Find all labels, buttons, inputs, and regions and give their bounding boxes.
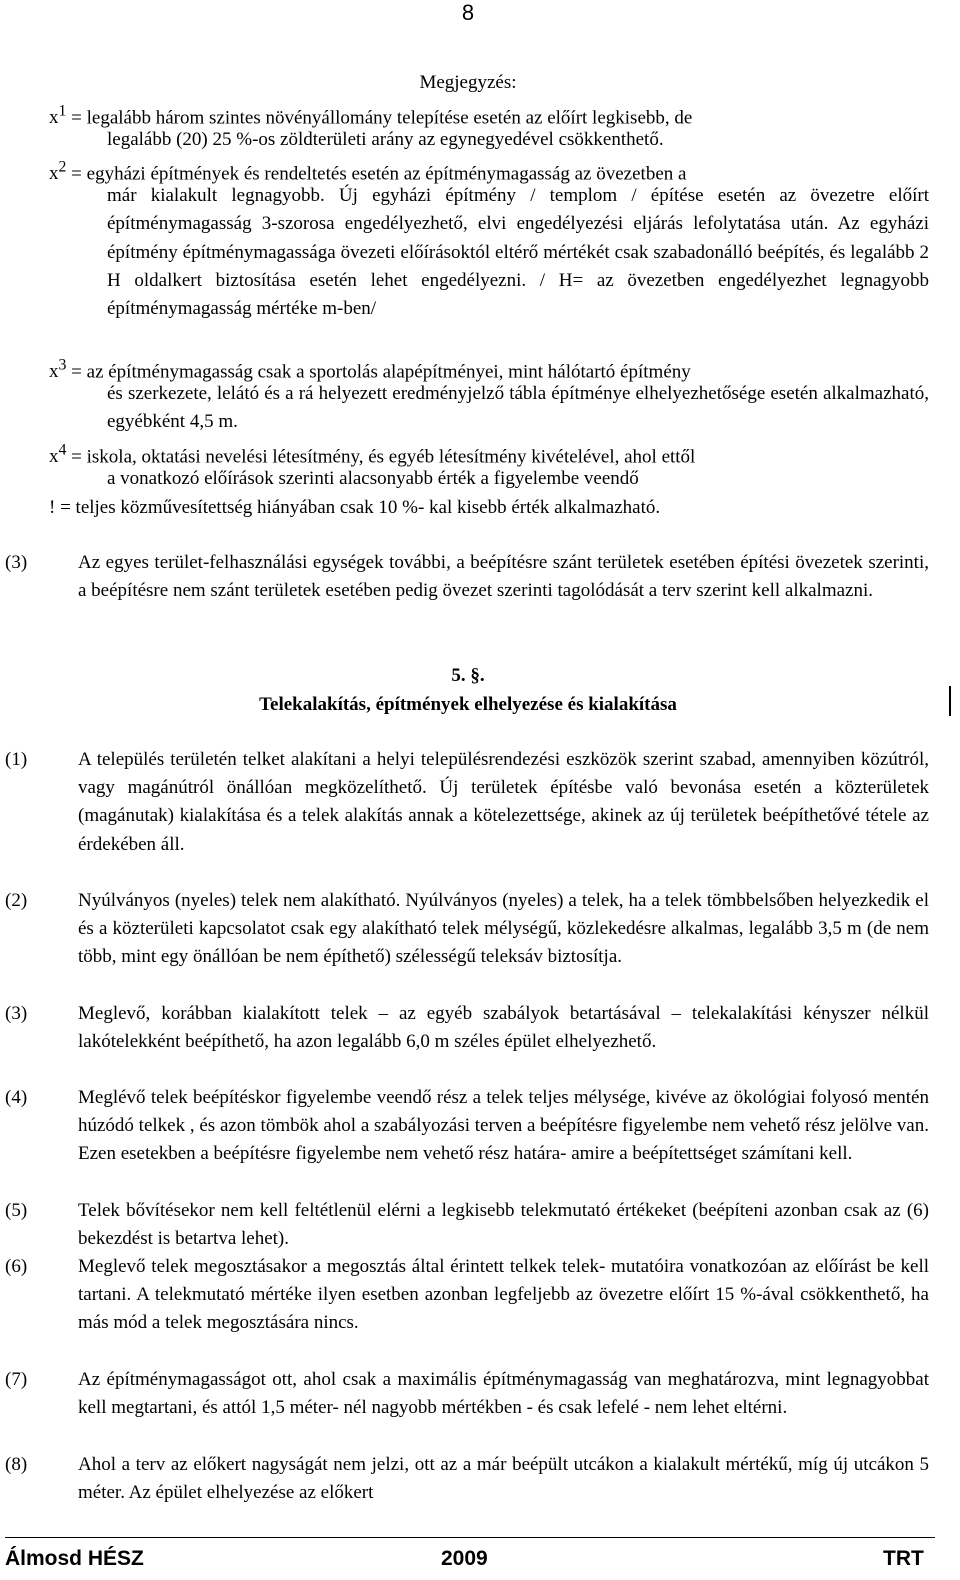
section-number: 5. §. — [451, 665, 485, 686]
paragraph-text: Nyúlványos (nyeles) telek nem alakítható. Nyúlványos (nyeles) a telek, ha a telek tömbbelsőben helyezkedik el és a közterületi kapcsolatot csak egy alakítható telek mélységű, közlekedésre alkalmas, legalább 3,5 m (de nem több, mint egy önállóan be nem építhető) szélességű teleksáv biztosítja. — [78, 890, 929, 968]
page-number: 8 — [461, 0, 475, 25]
note-continuation: legalább (20) 25 %-os zöldterületi arány az egynegyedével csökkenthető. — [107, 129, 664, 150]
note-lead: = iskola, oktatási nevelési létesítmény, és egyéb létesítmény kivételével, ahol ettől — [71, 446, 696, 468]
note-marker: $x^2$ — [49, 159, 67, 185]
paragraph-text: Az építménymagasságot ott, ahol csak a maximális építménymagasság van meghatározva, mint legnagyobbat kell megtartani, és attól 1,5 méter- nél nagyobb mértékben - és csak lefelé - nem lehet eltérni. — [78, 1369, 929, 1419]
note-lead: = egyházi építmények és rendeltetés esetén az építménymagasság az övezetben a — [71, 163, 687, 185]
paragraph-number: (8) — [5, 1454, 28, 1475]
note-continuation: a vonatkozó előírások szerinti alacsonyabb érték a figyelembe veendő — [107, 468, 639, 489]
section-title: Telekalakítás, építmények elhelyezése és kialakítása — [259, 694, 677, 715]
paragraph-number: (6) — [5, 1256, 28, 1277]
note-lead: = az építménymagasság csak a sportolás alapépítményei, mint hálótartó építmény — [71, 361, 691, 383]
paragraph-number: (7) — [5, 1369, 28, 1390]
note-exclamation: ! = teljes közművesítettség hiányában csak 10 %- kal kisebb érték alkalmazható. — [49, 497, 661, 518]
footer-divider — [5, 1537, 935, 1538]
paragraph-number: (4) — [5, 1087, 28, 1108]
paragraph-number: (1) — [5, 749, 28, 770]
paragraph-number: (2) — [5, 890, 28, 911]
note-marker: $x^4$ — [49, 442, 67, 468]
paragraph-text: Meglévő telek beépítéskor figyelembe veendő rész a telek teljes mélysége, kivéve az ökológiai folyosó mentén húzódó telkek , és azon tömbök ahol a szabályozási terven a beépítésre figyelembe nem vehető rész jelölve van. Ezen esetekben a beépítésre figyelembe nem vehető rész határa- amire a beépítettséget számítani kell. — [78, 1087, 929, 1165]
notes-title: Megjegyzés: — [419, 72, 517, 93]
note-continuation: már kialakult legnagyobb. Új egyházi építmény / templom / építése esetén az övezetre előírt építménymagasság 3-szorosa engedélyezhető, elvi engedélyezési eljárás lefolytatása után. Az egyházi építmény építménymagassága övezeti előírásoktól eltérő mértékét csak szabadonálló beépítés, és legalább 2 H oldalkert biztosítása esetén lehet engedélyezni. / H= az övezetben engedélyezhet legnagyobb építménymagasság mértéke m-ben/ — [107, 185, 929, 320]
paragraph-number: (3) — [5, 552, 28, 573]
paragraph-text: Az egyes terület-felhasználási egységek további, a beépítésre szánt területek esetében építési övezetek szerinti, a beépítésre nem szánt területek esetében pedig övezet szerinti tagolódását a terv szerint kell alkalmazni. — [78, 552, 929, 602]
revision-bar — [949, 686, 951, 716]
paragraph-text: Ahol a terv az előkert nagyságát nem jelzi, ott az a már beépült utcákon a kialakult mértékű, míg új utcákon 5 méter. Az épület elhelyezése az előkert — [78, 1454, 929, 1504]
paragraph-text: Telek bővítésekor nem kell feltétlenül elérni a legkisebb telekmutató értékeket (beépíteni azonban csak az (6) bekezdést is betartva lehet). — [78, 1200, 929, 1250]
paragraph-text: A település területén telket alakítani a helyi településrendezési eszközök szerint szabad, amennyiben közútról, vagy magánútról önállóan megközelíthető. Új területek építésbe való bevonása esetén a közterületek (magánutak) kialakítása és a telek alakítás annak a kötelezettsége, akinek az új területek beépíthetővé tétele az érdekében áll. — [78, 749, 929, 855]
footer-year: 2009 — [441, 1547, 488, 1570]
paragraph-text: Meglevő telek megosztásakor a megosztás által érintett telkek telek- mutatóira vonatkozóan az előírást be kell tartani. A telekmutató mértéke ilyen esetben azonban legfeljebb az övezetre előírt 15 %-ával csökkenthető, ha más mód a telek megosztására nincs. — [78, 1256, 929, 1334]
note-continuation: és szerkezete, lelátó és a rá helyezett eredményjelző tábla építménye elhelyezhetősége esetén alkalmazható, egyébként 4,5 m. — [107, 383, 929, 433]
note-lead: = legalább három szintes növényállomány telepítése esetén az előírt legkisebb, de — [71, 107, 693, 129]
footer-left: Álmosd HÉSZ — [5, 1547, 144, 1570]
footer-right: TRT — [883, 1547, 924, 1570]
paragraph-text: Meglevő, korábban kialakított telek – az egyéb szabályok betartásával – telekalakítási kényszer nélkül lakótelekként beépíthető, ha azon legalább 6,0 m széles épület elhelyezhető. — [78, 1003, 929, 1053]
paragraph-number: (3) — [5, 1003, 28, 1024]
note-marker: $x^1$ — [49, 103, 67, 129]
paragraph-number: (5) — [5, 1200, 28, 1221]
note-marker: $x^3$ — [49, 357, 67, 383]
